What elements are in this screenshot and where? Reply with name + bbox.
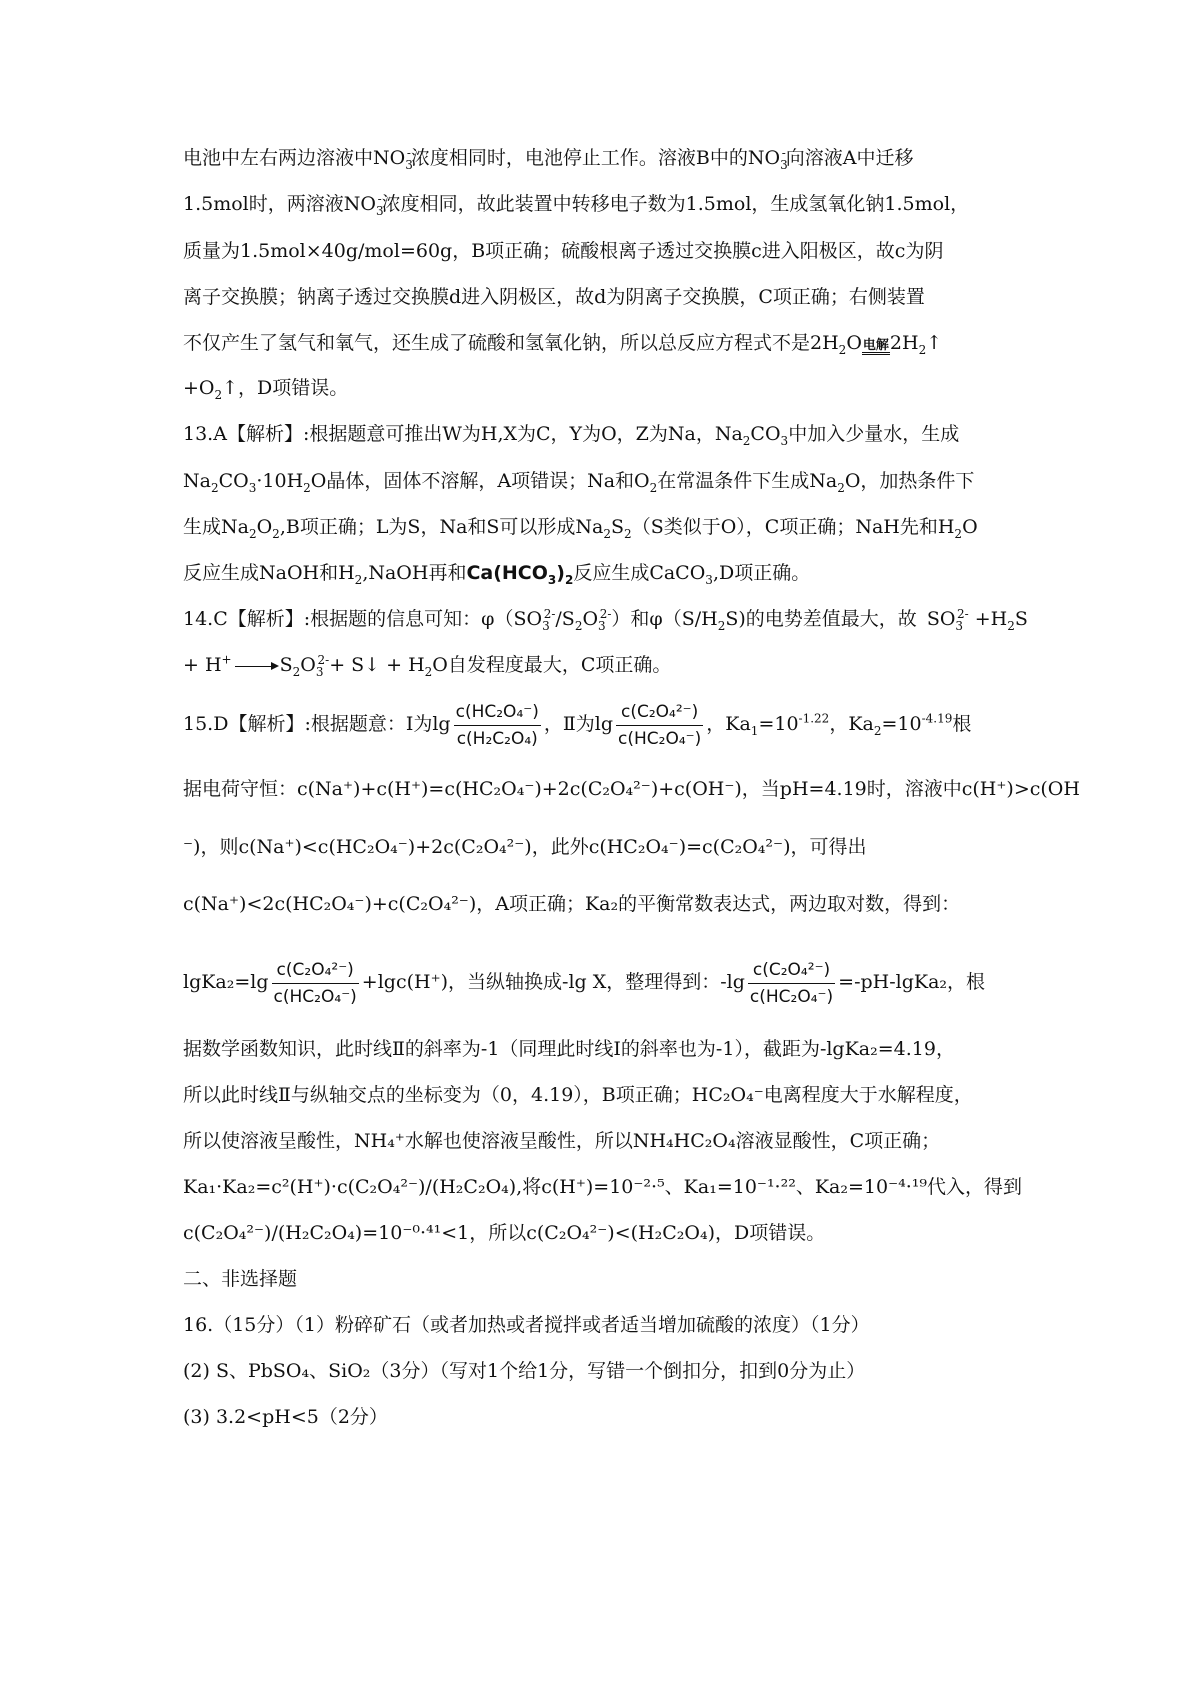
q16-line-1: 16.（15分）（1）粉碎矿石（或者加热或者搅拌或者适当增加硫酸的浓度）（1分） [183,1314,870,1336]
q12-line-2: 1.5mol时，两溶液$NO_3^-$浓度相同，故此装置中转移电子数为1.5mol，生成氢氧化钠1.5mol， [183,191,970,218]
q13-line-2: $Na_2CO_3\cdot 10H_2O$晶体，固体不溶解，A项错误；Na和$O_2$在常温条件下生成$Na_2O$，加热条件下 [183,470,975,495]
q12-line-5: 不仅产生了氢气和氧气，还生成了硫酸和氢氧化钠，所以总反应方程式不是$2H_2O$ 电解 $2H_2↑$ [183,332,943,357]
fraction-1: $\frac{\text{c(HC₂O₄⁻)}}{\text{c(H₂C₂O₄)}}$ [455,701,539,749]
q15-line-2: 据电荷守恒：c(Na⁺)+c(H⁺)=c(HC₂O₄⁻)+2c(C₂O₄²⁻)+c(OH⁻)，当pH=4.19时，溶液中c(H⁺)>c(OH [183,778,1080,800]
q15-line-7: 所以此时线Ⅱ与纵轴交点的坐标变为（0，4.19），B项正确；HC₂O₄⁻电离程度大于水解程度， [183,1084,973,1106]
q15-line-1: 15.D【解析】:根据题意：Ⅰ为lg $\frac{\text{c(HC₂O₄⁻)}}{\text{c(H₂C₂O₄)}}$ ，Ⅱ为lg $\frac{\text{c(C₂O₄²⁻)}}{\text{c(HC₂O₄⁻)}}$ ，$Ka_1=10^{-1.22}$，$Ka_2=10^{-4.19}$根 [183,701,972,749]
q14-line-2: + H+ $S_2O_3^{2-}+$ S↓ + $H_2O$自发程度最大，C项正确。 [183,652,672,679]
q16-line-3: (3) 3.2<pH<5（2分） [183,1406,388,1428]
q13-line-1: 13.A【解析】:根据题意可推出W为H,X为C，Y为O，Z为Na，$Na_2CO_3$中加入少量水，生成 [183,423,960,448]
q15-line-4: c(Na⁺)<2c(HC₂O₄⁻)+c(C₂O₄²⁻)，A项正确；Ka₂的平衡常数表达式，两边取对数，得到： [183,893,961,915]
q12-line-4: 离子交换膜；钠离子透过交换膜d进入阴极区，故d为阴离子交换膜，C项正确；右侧装置 [183,286,925,308]
q15-line-5: lgKa₂=lg $\frac{\text{c(C₂O₄²⁻)}}{\text{c(HC₂O₄⁻)}}$ +lgc(H⁺)，当纵轴换成-lg X，整理得到：-lg $\frac{\text{c(C₂O₄²⁻)}}{\text{c(HC₂O₄⁻)}}$ =-pH-lgKa₂，根 [183,959,986,1007]
q12-line-1: 电池中左右两边溶液中$NO_3^-$浓度相同时，电池停止工作。溶液B中的$NO_3^-$向溶液A中迁移 [183,145,914,172]
q15-line-6: 据数学函数知识，此时线Ⅱ的斜率为-1（同理此时线Ⅰ的斜率也为-1），截距为-lgKa₂=4.19， [183,1038,955,1060]
q12-line-3: 质量为1.5mol×40g/mol=60g，B项正确；硫酸根离子透过交换膜c进入阳极区，故c为阴 [183,240,944,262]
fraction-2: $\frac{\text{c(C₂O₄²⁻)}}{\text{c(HC₂O₄⁻)}}$ [618,701,702,749]
q13-line-3: 生成$Na_2O_2,B$项正确；L为S，Na和S可以形成$Na_2S_2(S$类似于O），C项正确；NaH先和$H_2O$ [183,516,978,541]
q16-line-2: (2) S、PbSO₄、SiO₂（3分）（写对1个给1分，写错一个倒扣分，扣到0分为止） [183,1360,866,1382]
q15-line-9: Ka₁·Ka₂=c²(H⁺)·c(C₂O₄²⁻)/(H₂C₂O₄),将c(H⁺)=10⁻²·⁵、Ka₁=10⁻¹·²²、Ka₂=10⁻⁴·¹⁹代入，得到 [183,1176,1022,1198]
q12-line-6: $+O_2↑$，D项错误。 [183,377,349,402]
reaction-arrow-icon [235,666,277,667]
q15-line-10: c(C₂O₄²⁻)/(H₂C₂O₄)=10⁻⁰·⁴¹<1，所以c(C₂O₄²⁻)<(H₂C₂O₄)，D项错误。 [183,1222,826,1244]
fraction-4: $\frac{\text{c(C₂O₄²⁻)}}{\text{c(HC₂O₄⁻)}}$ [749,959,834,1007]
fraction-3: $\frac{\text{c(C₂O₄²⁻)}}{\text{c(HC₂O₄⁻)}}$ [273,959,357,1007]
q15-line-8: 所以使溶液呈酸性，NH₄⁺水解也使溶液呈酸性，所以NH₄HC₂O₄溶液显酸性，C项正确； [183,1130,941,1152]
q13-line-4: 反应生成NaOH和$H_2,NaOH$再和$Ca(HCO_3)_2$反应生成CaCO$_3$,D项正确。 [183,562,811,587]
electrolysis-condition: 电解 [862,338,889,353]
section-heading: 二、非选择题 [183,1268,298,1290]
q15-line-3: ⁻)，则c(Na⁺)<c(HC₂O₄⁻)+2c(C₂O₄²⁻)，此外c(HC₂O₄⁻)=c(C₂O₄²⁻)，可得出 [183,836,867,858]
q14-line-1: 14.C【解析】:根据题的信息可知：$\varphi(SO_3^{2-}/S_2O_3^{2-})$和$\varphi(S/H_2S)$的电势差值最大，故 $SO_3^{2-} +H_2S$ [183,606,1028,633]
